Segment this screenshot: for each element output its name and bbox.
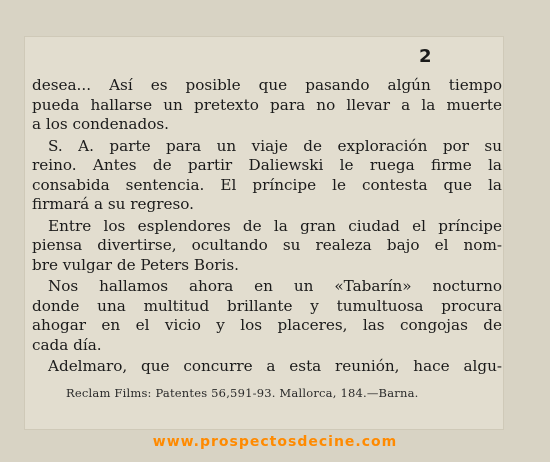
text-line: ahogar en el vicio y los placeres, las congojas de xyxy=(32,316,502,334)
text-line: pueda hallarse un pretexto para no llevar a la muerte xyxy=(32,95,502,114)
text-line: reino. Antes de partir Daliewski le ruega firme la xyxy=(32,156,502,174)
body-text xyxy=(32,76,502,377)
text-line: donde una multitud brillante y tumultuosa procura xyxy=(32,296,502,315)
text-line: a los condenados. xyxy=(32,115,169,133)
text-line: bre vulgar de Peters Boris. xyxy=(32,255,239,274)
text-line: piensa divertirse, ocultando su realeza bajo el nom- xyxy=(32,236,502,254)
text-line: Nos hallamos ahora en un «Tabarín» nocturno xyxy=(48,277,502,295)
website-watermark: www.prospectosdecine.com xyxy=(152,434,398,450)
page-number: 2 xyxy=(419,46,432,67)
footer-note: Reclam Films: Patentes 56,591-93. Mallorca, 184.—Barna. xyxy=(66,386,419,400)
text-line: S. A. parte para un viaje de exploración por su xyxy=(48,136,502,155)
text-line: consabida sentencia. El príncipe le contesta que la xyxy=(32,175,502,194)
text-line: cada día. xyxy=(32,335,102,354)
text-line: Entre los esplendores de la gran ciudad el príncipe xyxy=(48,216,502,235)
text-line: Adelmaro, que concurre a esta reunión, hace algu- xyxy=(48,357,502,375)
text-line: firmará a su regreso. xyxy=(32,195,194,213)
text-line: desea... Así es posible que pasando algún tiempo xyxy=(32,76,502,94)
